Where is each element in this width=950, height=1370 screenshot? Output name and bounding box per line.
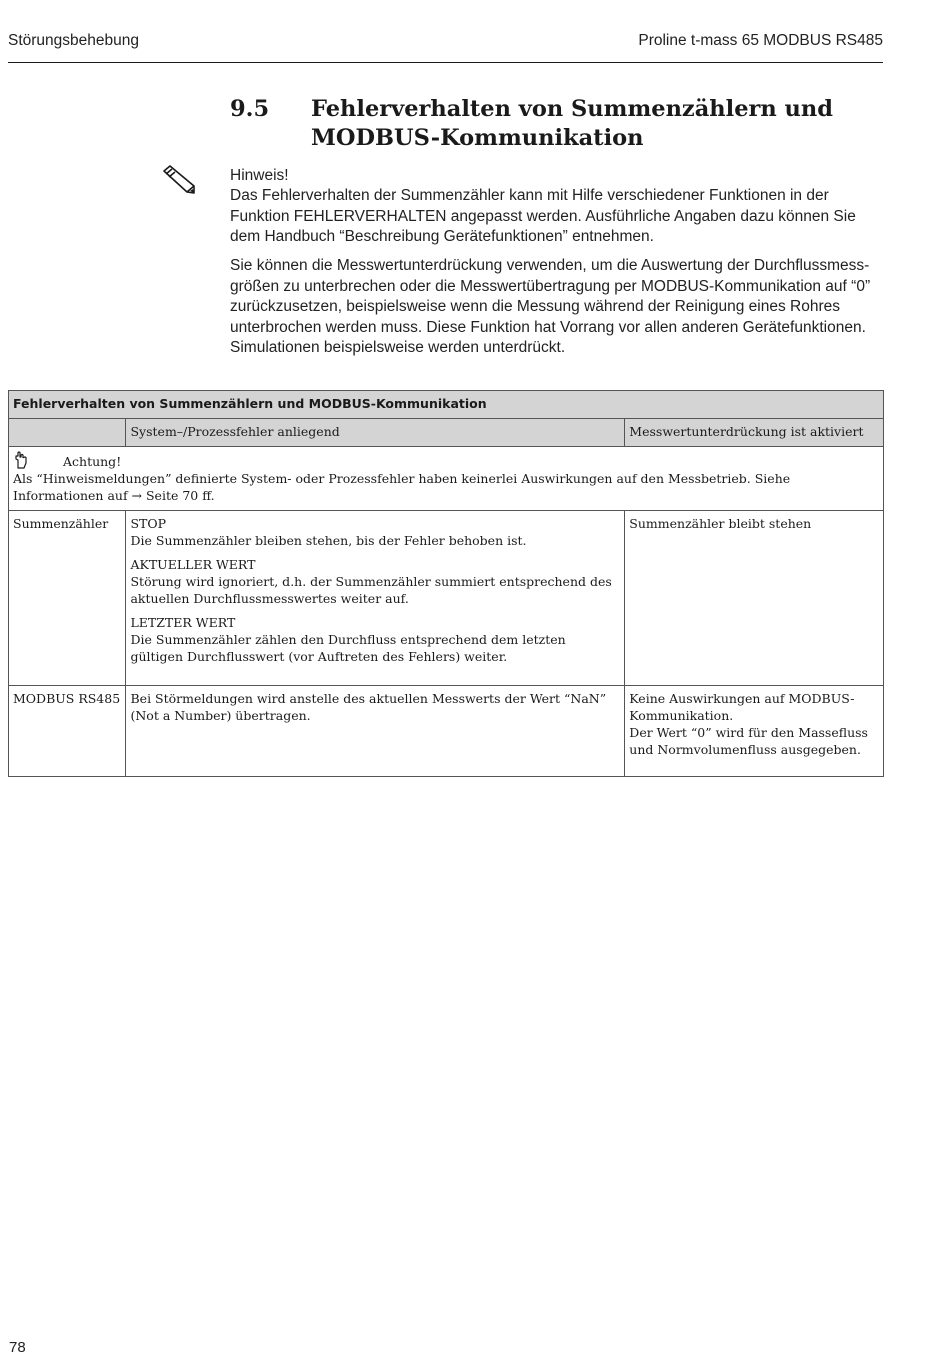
option-name: STOP [130, 516, 167, 531]
table-warning-row [9, 447, 884, 511]
option-desc: Die Summenzähler zählen den Durchfluss entsprechend dem letzten gültigen Durchflusswert (vor Auftreten des Fehlers) weiter. [130, 632, 566, 664]
option-name: AKTUELLER WERT [130, 557, 256, 572]
header-product: Proline t-mass 65 MODBUS RS485 [638, 32, 883, 49]
warning-text: Als “Hinweismeldungen” definierte System- oder Prozessfehler haben keinerlei Auswirkungen auf den Messbetrieb. Siehe Informationen auf → Seite 70 ff. [13, 471, 791, 503]
page-number: 78 [9, 1339, 26, 1356]
modbus-suppression-cell [625, 686, 884, 777]
table-row [9, 686, 884, 777]
table-header-row [9, 419, 884, 447]
warning-label: Achtung! [62, 454, 122, 469]
table-title: Fehlerverhalten von Summenzählern und MODBUS-Kommunikation [9, 391, 884, 419]
row-label-modbus: MODBUS RS485 [9, 686, 126, 777]
note-label: Hinweis! [230, 167, 289, 184]
totalizer-error-cell [126, 511, 625, 686]
row-label-totalizer: Summenzähler [9, 511, 126, 686]
modbus-error-cell: Bei Störmeldungen wird anstelle des aktuellen Messwerts der Wert “NaN” (Not a Number) übertragen. [126, 686, 625, 777]
option-desc: Störung wird ignoriert, d.h. der Summenzähler summiert entsprechend des aktuellen Durchflussmesswertes weiter auf. [130, 574, 612, 606]
table-header-error: System–/Prozessfehler anliegend [126, 419, 625, 447]
table-header-empty [9, 419, 126, 447]
totalizer-suppression-cell: Summenzähler bleibt stehen [625, 511, 884, 686]
page-header [8, 32, 883, 63]
section-number: 9.5 [230, 96, 270, 122]
table-row [9, 511, 884, 686]
warning-cell [9, 447, 884, 511]
modbus-suppression-line-1: Keine Auswirkungen auf MODBUS-Kommunikation. [629, 691, 855, 723]
suppression-paragraph: Sie können die Messwertunterdrückung verwenden, um die Auswertung der Durchflussmessgrößen zu unterbrechen oder die Messwertübertragung per MODBUS-Kommunikation auf “0” zurückzusetzen, beispielsweise wenn die Messung während der Reinigung eines Rohres unterbrochen werden muss. Diese Funktion hat Vorrang vor allen anderen Gerätefunktionen. Simulationen beispielsweise werden unterdrückt. [230, 257, 871, 356]
header-chapter: Störungsbehebung [8, 32, 140, 49]
section-title: Fehlerverhalten von Summenzählern und MODBUS-Kommunikation [311, 96, 834, 151]
option-last-value [130, 614, 620, 665]
option-stop [130, 515, 620, 549]
modbus-suppression-line-2: Der Wert “0” wird für den Massefluss und Normvolumenfluss ausgegeben. [629, 725, 868, 757]
note-text: Das Fehlerverhalten der Summenzähler kann mit Hilfe verschiedener Funktionen in der Funktion FEHLERVERHALTEN angepasst werden. Ausführliche Angaben dazu können Sie dem Handbuch “Beschreibung Gerätefunktionen” entnehmen. [230, 187, 856, 245]
option-name: LETZTER WERT [130, 615, 236, 630]
behavior-table [8, 390, 884, 777]
option-current-value [130, 556, 620, 607]
table-header-suppression: Messwertunterdrückung ist aktiviert [625, 419, 884, 447]
table-title-row [9, 391, 884, 419]
option-desc: Die Summenzähler bleiben stehen, bis der Fehler behoben ist. [130, 533, 527, 548]
pencil-icon [160, 164, 200, 200]
hand-pointing-icon [13, 451, 29, 469]
